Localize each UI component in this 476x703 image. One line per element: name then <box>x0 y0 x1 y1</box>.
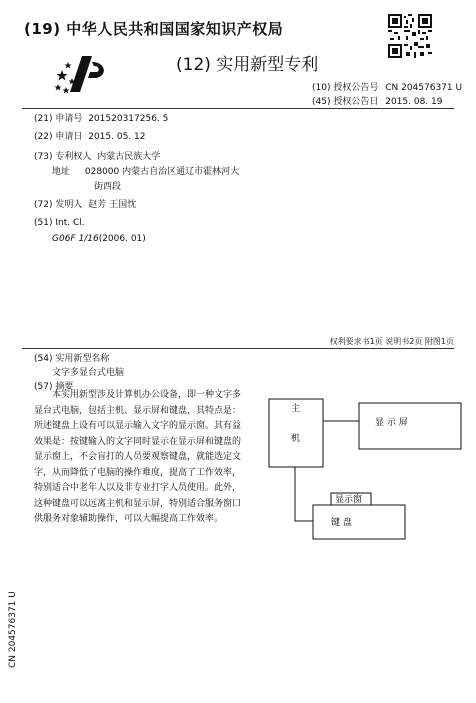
pages-divider <box>22 348 454 349</box>
display-window-label: 显示窗 <box>335 495 363 505</box>
address-line-2: 街西段 <box>94 182 122 192</box>
application-number-row <box>34 112 168 126</box>
header-divider <box>22 108 454 109</box>
address-label: 地址 <box>52 167 71 177</box>
keyboard-label: 键 盘 <box>331 518 352 528</box>
application-date-row <box>34 130 145 144</box>
host-keyboard-link <box>295 467 313 521</box>
host-label-2: 机 <box>291 434 301 444</box>
publication-number-label: (10) 授权公告号 <box>312 83 379 93</box>
int-cl-label: (51) Int. Cl. <box>34 218 85 228</box>
patentee-label: (73) 专利权人 <box>34 152 92 162</box>
inventor-row <box>34 198 136 212</box>
publication-number-row <box>312 80 462 93</box>
application-date-label: (22) 申请日 <box>34 132 83 142</box>
side-publication-number: CN 204576371 U <box>8 591 18 668</box>
qr-code-icon <box>388 14 432 58</box>
patentee-row <box>34 150 160 164</box>
display-label: 显 示 屏 <box>375 418 408 428</box>
utility-model-name-label: (54) 实用新型名称 <box>34 354 110 364</box>
figure-diagram <box>255 397 467 553</box>
cnipa-logo-icon <box>52 52 110 96</box>
host-label-1: 主 <box>291 404 301 414</box>
utility-model-name: 文字多显台式电脑 <box>52 368 125 378</box>
pages-info: 权利要求书1页 说明书2页 附图1页 <box>329 337 454 346</box>
address-line-1: 028000 内蒙古自治区通辽市霍林河大 <box>84 167 240 177</box>
int-cl-row <box>52 232 146 246</box>
int-cl-date: (2006. 01) <box>98 234 146 244</box>
abstract-label: (57) 摘要 <box>34 382 74 392</box>
patentee: 内蒙古民族大学 <box>97 152 161 162</box>
publication-date-row <box>312 94 442 107</box>
publication-date: 2015. 08. 19 <box>385 97 443 107</box>
publication-number: CN 204576371 U <box>385 83 463 93</box>
inventors: 赵芳 王国忱 <box>88 200 137 210</box>
application-number: 201520317256. 5 <box>88 114 169 124</box>
address-row <box>52 165 239 179</box>
patent-office-name: (19) 中华人民共和国国家知识产权局 <box>24 20 284 38</box>
application-number-label: (21) 申请号 <box>34 114 83 124</box>
keyboard-box <box>313 505 405 539</box>
int-cl-code: G06F 1/16 <box>52 234 99 244</box>
abstract-text: 本实用新型涉及计算机办公设备，即一种文字多显台式电脑，包括主机、显示屏和键盘，其特点是：所述键盘上设有可以显示输入文字的显示窗。其有益效果是：按键输入的文字同时显示在显示屏和键盘的显示窗上，不会盲打的人员要观察键盘，就能选定文字，从而降低了电脑的操作难度，提高了工作效率，特别适合中老年人以及非专业打字人员使用。此外，这种键盘可以远离主机和显示屏，特别适合服务窗口供服务对象辅助操作，可以大幅提高工作效率。 <box>34 390 242 524</box>
publication-date-label: (45) 授权公告日 <box>312 97 379 107</box>
inventor-label: (72) 发明人 <box>34 200 83 210</box>
application-date: 2015. 05. 12 <box>88 132 146 142</box>
patent-kind-title: (12) 实用新型专利 <box>176 55 319 75</box>
